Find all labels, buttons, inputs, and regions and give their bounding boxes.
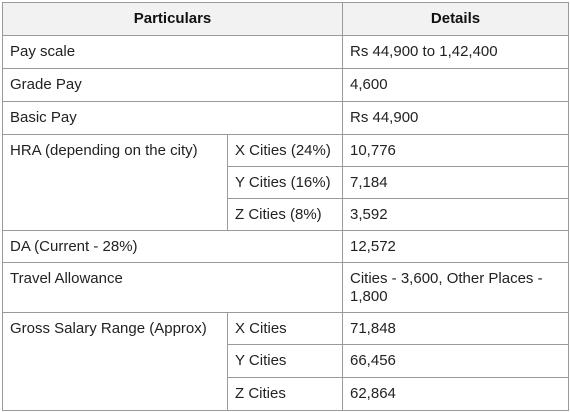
table-row xyxy=(3,231,569,263)
salary-table xyxy=(2,2,569,411)
hra-x-label: X Cities (24%) xyxy=(228,135,343,167)
particulars-header: Particulars xyxy=(3,3,343,36)
table-row xyxy=(3,102,569,135)
hra-y-value: 7,184 xyxy=(343,167,569,199)
table-row xyxy=(3,36,569,69)
table-header-row xyxy=(3,3,569,36)
details-header: Details xyxy=(343,3,569,36)
gross-salary-label: Gross Salary Range (Approx) xyxy=(3,313,228,411)
hra-label: HRA (depending on the city) xyxy=(3,135,228,231)
da-value: 12,572 xyxy=(343,231,569,263)
hra-y-label: Y Cities (16%) xyxy=(228,167,343,199)
basic-pay-label: Basic Pay xyxy=(3,102,343,135)
gross-y-label: Y Cities xyxy=(228,345,343,378)
gross-y-value: 66,456 xyxy=(343,345,569,378)
table-row xyxy=(3,69,569,102)
hra-z-value: 3,592 xyxy=(343,199,569,231)
hra-x-value: 10,776 xyxy=(343,135,569,167)
pay-scale-value: Rs 44,900 to 1,42,400 xyxy=(343,36,569,69)
grade-pay-label: Grade Pay xyxy=(3,69,343,102)
grade-pay-value: 4,600 xyxy=(343,69,569,102)
gross-z-label: Z Cities xyxy=(228,378,343,411)
travel-allowance-label: Travel Allowance xyxy=(3,263,343,313)
gross-x-label: X Cities xyxy=(228,313,343,345)
da-label: DA (Current - 28%) xyxy=(3,231,343,263)
basic-pay-value: Rs 44,900 xyxy=(343,102,569,135)
hra-z-label: Z Cities (8%) xyxy=(228,199,343,231)
table-row xyxy=(3,135,569,167)
gross-x-value: 71,848 xyxy=(343,313,569,345)
pay-scale-label: Pay scale xyxy=(3,36,343,69)
table-row xyxy=(3,263,569,313)
gross-z-value: 62,864 xyxy=(343,378,569,411)
travel-allowance-value: Cities - 3,600, Other Places - 1,800 xyxy=(343,263,569,313)
table-row xyxy=(3,313,569,345)
